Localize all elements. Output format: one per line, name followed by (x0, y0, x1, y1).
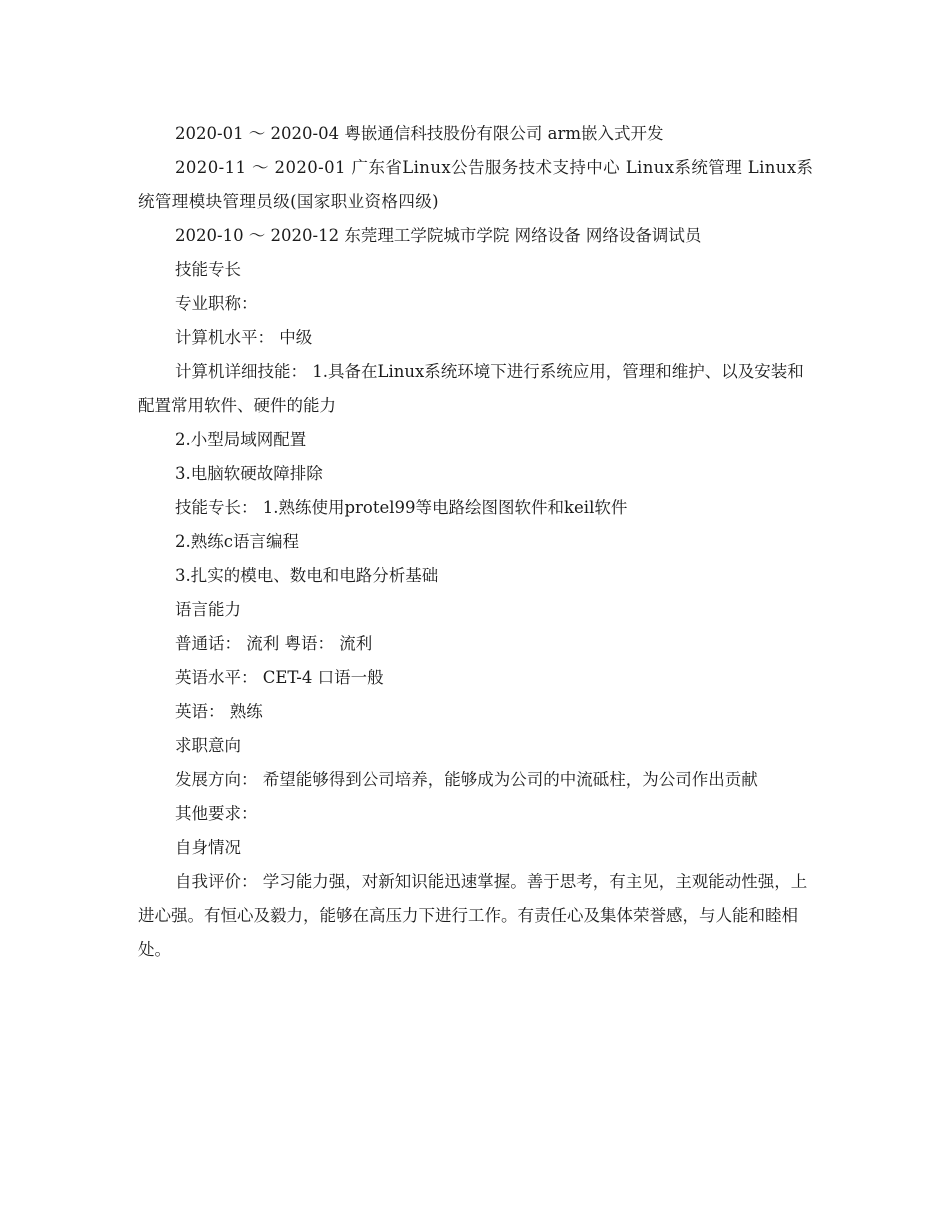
computer-skill-item-2: 2.小型局域网配置 (175, 430, 307, 449)
document-body (138, 117, 814, 967)
work-history-entry-2: 2020-11 ～ 2020-01 广东省Linux公告服务技术支持中心 Linux系统管理 Linux系统管理模块管理员级(国家职业资格四级) (138, 158, 814, 211)
section-heading-language: 语言能力 (175, 600, 241, 619)
work-history-entry-3: 2020-10 ～ 2020-12 东莞理工学院城市学院 网络设备 网络设备调试员 (175, 226, 702, 245)
english-level: 英语水平： CET-4 口语一般 (175, 668, 384, 687)
self-evaluation: 自我评价： 学习能力强，对新知识能迅速掌握。善于思考，有主见，主观能动性强，上进心强。有恒心及毅力，能够在高压力下进行工作。有责任心及集体荣誉感，与人能和睦相处。 (138, 872, 808, 959)
computer-skills-detail: 计算机详细技能： 1.具备在Linux系统环境下进行系统应用，管理和维护、以及安装和配置常用软件、硬件的能力 (138, 362, 804, 415)
section-heading-skills: 技能专长 (175, 260, 241, 279)
skills-specialty-item-2: 2.熟练c语言编程 (175, 532, 299, 551)
section-heading-self: 自身情况 (175, 838, 241, 857)
skills-specialty-item-3: 3.扎实的模电、数电和电路分析基础 (175, 566, 439, 585)
computer-skill-item-3: 3.电脑软硬故障排除 (175, 464, 323, 483)
skills-specialty: 技能专长： 1.熟练使用protel99等电路绘图图软件和keil软件 (175, 498, 628, 517)
professional-title: 专业职称： (175, 294, 258, 313)
other-requirements: 其他要求： (175, 804, 258, 823)
work-history-entry-1: 2020-01 ～ 2020-04 粤嵌通信科技股份有限公司 arm嵌入式开发 (175, 124, 664, 143)
section-heading-job-intention: 求职意向 (175, 736, 241, 755)
computer-level: 计算机水平： 中级 (175, 328, 313, 347)
english-proficiency: 英语： 熟练 (175, 702, 263, 721)
career-direction: 发展方向： 希望能够得到公司培养，能够成为公司的中流砥柱，为公司作出贡献 (175, 770, 758, 789)
language-mandarin-cantonese: 普通话： 流利 粤语： 流利 (175, 634, 373, 653)
